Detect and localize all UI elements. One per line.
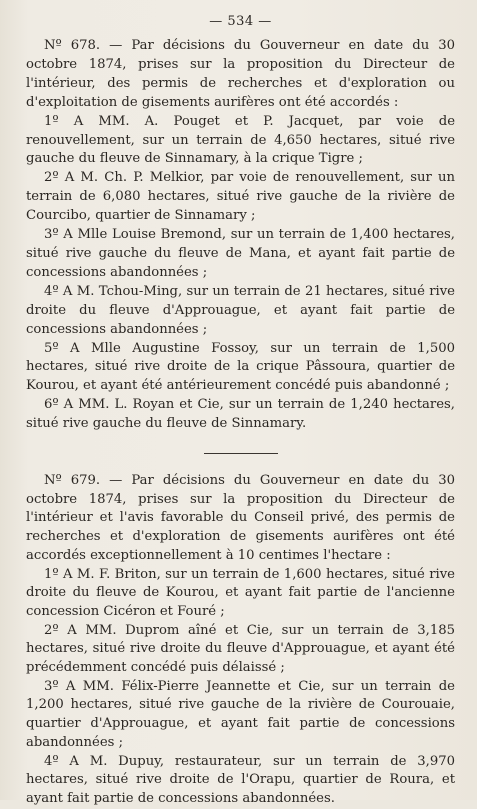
decree-item: 1º A M. F. Briton, sur un terrain de 1,600 hectares, situé rive droite du fleuve de Kourou, et ayant fait partie de l'ancienne concession Cicéron et Fouré ; xyxy=(26,566,455,619)
decree-678 xyxy=(26,37,455,434)
decree-intro: Nº 679. — Par décisions du Gouverneur en date du 30 octobre 1874, prises sur la proposition du Directeur de l'intérieur et l'avis favorable du Conseil privé, des permis de recherches et d'exploration de gisements aurifères ont été accordés exceptionnellement à 10 centimes l'hectare : xyxy=(26,473,455,563)
decree-item: 3º A Mlle Louise Bremond, sur un terrain de 1,400 hectares, situé rive gauche du fleuve de Mana, et ayant fait partie de concessions abandonnées ; xyxy=(26,227,455,280)
section-separator xyxy=(204,453,278,454)
decree-item: 2º A MM. Duprom aîné et Cie, sur un terrain de 3,185 hectares, situé rive droite du fleuve d'Approuague, et ayant été précédemment concédé puis délaissé ; xyxy=(26,622,455,676)
page-number: — 534 — xyxy=(209,14,272,29)
decree-item: 4º A M. Tchou-Ming, sur un terrain de 21 hectares, situé rive droite du fleuve d'Approuague, et ayant fait partie de concessions abandonnées ; xyxy=(26,283,455,337)
decree-item: 4º A M. Dupuy, restaurateur, sur un terrain de 3,970 hectares, situé rive droite de l'Orapu, quartier de Roura, et ayant fait partie de concessions abandonnées. xyxy=(26,753,455,806)
decree-item: 3º A MM. Félix-Pierre Jeannette et Cie, sur un terrain de 1,200 hectares, situé rive gauche de la rivière de Courouaie, quartier d'Approuague, et ayant fait partie de concessions abandonnées ; xyxy=(26,678,455,750)
decree-item: 6º A MM. L. Royan et Cie, sur un terrain de 1,240 hectares, situé rive gauche du fleuve de Sinnamary. xyxy=(26,397,455,432)
decree-item: 5º A Mlle Augustine Fossoy, sur un terrain de 1,500 hectares, situé rive droite de la crique Pâssoura, quartier de Kourou, et ayant été antérieurement concédé puis abandonné ; xyxy=(26,340,455,394)
decree-item: 2º A M. Ch. P. Melkior, par voie de renouvellement, sur un terrain de 6,080 hectares, situé rive gauche de la rivière de Courcibo, quartier de Sinnamary ; xyxy=(26,170,455,224)
decree-679 xyxy=(26,472,455,809)
decree-intro: Nº 678. — Par décisions du Gouverneur en date du 30 octobre 1874, prises sur la proposition du Directeur de l'intérieur, des permis de recherches et d'exploration ou d'exploitation de gisements aurifères ont été accordés : xyxy=(26,38,455,110)
decree-item: 1º A MM. A. Pouget et P. Jacquet, par voie de renouvellement, sur un terrain de 4,650 hectares, situé rive gauche du fleuve de Sinnamary, à la crique Tigre ; xyxy=(26,113,455,167)
